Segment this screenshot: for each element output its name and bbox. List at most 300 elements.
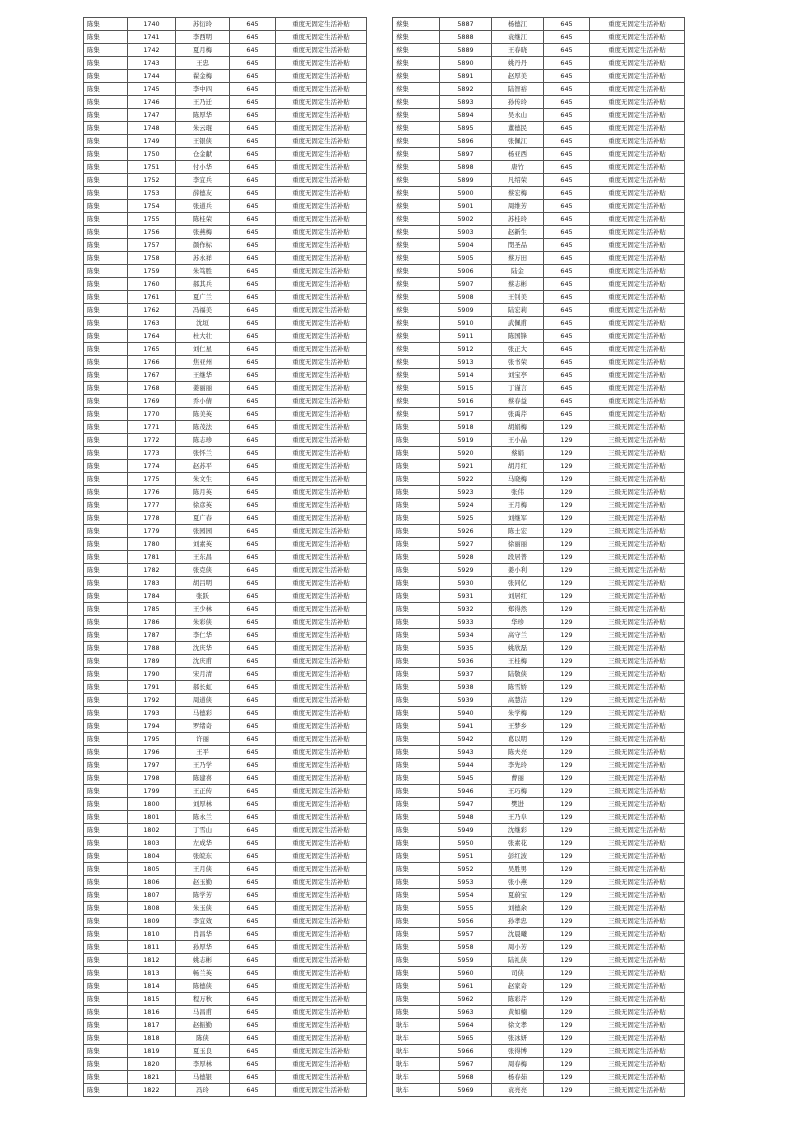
town-cell: 陈集 [84, 148, 128, 161]
table-row [84, 512, 367, 525]
town-cell: 陈集 [84, 772, 128, 785]
name-cell: 王乃阜 [492, 811, 544, 824]
amount-cell: 645 [230, 31, 276, 44]
amount-cell: 645 [230, 57, 276, 70]
amount-cell: 645 [230, 499, 276, 512]
amount-cell: 645 [230, 330, 276, 343]
table-row [393, 330, 685, 343]
amount-cell: 645 [230, 161, 276, 174]
subsidy-type-cell: 重度无固定生活补贴 [276, 824, 367, 837]
town-cell: 陈集 [84, 941, 128, 954]
name-cell: 李中四 [176, 83, 230, 96]
table-row [84, 1032, 367, 1045]
amount-cell: 645 [230, 187, 276, 200]
amount-cell: 645 [544, 356, 590, 369]
id-cell: 1771 [128, 421, 176, 434]
id-cell: 1763 [128, 317, 176, 330]
id-cell: 5914 [440, 369, 492, 382]
subsidy-type-cell: 三级无固定生活补贴 [590, 538, 685, 551]
table-row [393, 226, 685, 239]
id-cell: 1786 [128, 616, 176, 629]
town-cell: 蔡集 [393, 343, 440, 356]
table-row [393, 70, 685, 83]
town-cell: 陈集 [393, 811, 440, 824]
table-row [393, 525, 685, 538]
amount-cell: 645 [544, 304, 590, 317]
table-row [84, 1019, 367, 1032]
subsidy-type-cell: 重度无固定生活补贴 [276, 18, 367, 31]
subsidy-type-cell: 重度无固定生活补贴 [590, 161, 685, 174]
table-row [84, 421, 367, 434]
town-cell: 蔡集 [393, 304, 440, 317]
name-cell: 沈继彩 [492, 824, 544, 837]
id-cell: 1815 [128, 993, 176, 1006]
name-cell: 肖昌华 [176, 928, 230, 941]
id-cell: 5930 [440, 577, 492, 590]
id-cell: 1779 [128, 525, 176, 538]
table-row [393, 265, 685, 278]
name-cell: 陆宏莉 [492, 304, 544, 317]
id-cell: 5927 [440, 538, 492, 551]
id-cell: 5924 [440, 499, 492, 512]
id-cell: 5947 [440, 798, 492, 811]
id-cell: 1747 [128, 109, 176, 122]
town-cell: 陈集 [393, 889, 440, 902]
id-cell: 1759 [128, 265, 176, 278]
id-cell: 1796 [128, 746, 176, 759]
table-row [393, 252, 685, 265]
subsidy-type-cell: 三级无固定生活补贴 [590, 850, 685, 863]
id-cell: 5968 [440, 1071, 492, 1084]
table-row [393, 993, 685, 1006]
subsidy-type-cell: 三级无固定生活补贴 [590, 876, 685, 889]
town-cell: 陈集 [84, 642, 128, 655]
name-cell: 陈彩芹 [492, 993, 544, 1006]
subsidy-type-cell: 三级无固定生活补贴 [590, 616, 685, 629]
town-cell: 陈集 [84, 694, 128, 707]
amount-cell: 645 [544, 408, 590, 421]
id-cell: 1778 [128, 512, 176, 525]
id-cell: 1783 [128, 577, 176, 590]
subsidy-type-cell: 三级无固定生活补贴 [590, 902, 685, 915]
table-row [84, 850, 367, 863]
table-row [84, 317, 367, 330]
name-cell: 吴胜男 [492, 863, 544, 876]
amount-cell: 645 [230, 460, 276, 473]
amount-cell: 129 [544, 434, 590, 447]
table-row [393, 213, 685, 226]
name-cell: 刘仁星 [176, 343, 230, 356]
table-row [84, 1071, 367, 1084]
amount-cell: 645 [230, 200, 276, 213]
subsidy-type-cell: 重度无固定生活补贴 [590, 304, 685, 317]
id-cell: 5931 [440, 590, 492, 603]
town-cell: 陈集 [393, 538, 440, 551]
table-row [393, 590, 685, 603]
name-cell: 丁谨言 [492, 382, 544, 395]
id-cell: 1800 [128, 798, 176, 811]
id-cell: 5910 [440, 317, 492, 330]
name-cell: 凡绍荣 [492, 174, 544, 187]
table-row [393, 57, 685, 70]
town-cell: 陈集 [84, 291, 128, 304]
amount-cell: 645 [230, 304, 276, 317]
town-cell: 陈集 [393, 473, 440, 486]
town-cell: 蔡集 [393, 31, 440, 44]
subsidy-type-cell: 重度无固定生活补贴 [276, 70, 367, 83]
subsidy-type-cell: 重度无固定生活补贴 [276, 525, 367, 538]
id-cell: 1818 [128, 1032, 176, 1045]
id-cell: 5954 [440, 889, 492, 902]
id-cell: 1760 [128, 278, 176, 291]
town-cell: 陈集 [393, 967, 440, 980]
table-row [393, 1058, 685, 1071]
name-cell: 蔡志彬 [492, 278, 544, 291]
amount-cell: 129 [544, 850, 590, 863]
amount-cell: 645 [230, 525, 276, 538]
table-row [393, 31, 685, 44]
subsidy-type-cell: 重度无固定生活补贴 [276, 928, 367, 941]
subsidy-type-cell: 重度无固定生活补贴 [276, 512, 367, 525]
subsidy-type-cell: 重度无固定生活补贴 [590, 70, 685, 83]
subsidy-type-cell: 重度无固定生活补贴 [276, 694, 367, 707]
table-row [393, 174, 685, 187]
name-cell: 罗绪奇 [176, 720, 230, 733]
table-row [393, 629, 685, 642]
subsidy-type-cell: 三级无固定生活补贴 [590, 1084, 685, 1097]
amount-cell: 129 [544, 954, 590, 967]
subsidy-type-cell: 三级无固定生活补贴 [590, 447, 685, 460]
table-row [393, 603, 685, 616]
town-cell: 蔡集 [393, 278, 440, 291]
id-cell: 1750 [128, 148, 176, 161]
amount-cell: 645 [230, 70, 276, 83]
town-cell: 蔡集 [393, 96, 440, 109]
id-cell: 5911 [440, 330, 492, 343]
id-cell: 1753 [128, 187, 176, 200]
name-cell: 朱玉侠 [176, 902, 230, 915]
table-row [84, 96, 367, 109]
id-cell: 1762 [128, 304, 176, 317]
amount-cell: 645 [230, 564, 276, 577]
amount-cell: 129 [544, 447, 590, 460]
table-row [393, 915, 685, 928]
id-cell: 5966 [440, 1045, 492, 1058]
name-cell: 陈永兰 [176, 811, 230, 824]
name-cell: 司侠 [492, 967, 544, 980]
town-cell: 陈集 [84, 382, 128, 395]
town-cell: 陈集 [84, 239, 128, 252]
subsidy-type-cell: 重度无固定生活补贴 [276, 278, 367, 291]
id-cell: 1807 [128, 889, 176, 902]
name-cell: 赵振勤 [176, 1019, 230, 1032]
name-cell: 杨亚西 [492, 148, 544, 161]
town-cell: 陈集 [393, 642, 440, 655]
subsidy-type-cell: 重度无固定生活补贴 [276, 707, 367, 720]
amount-cell: 129 [544, 915, 590, 928]
id-cell: 1761 [128, 291, 176, 304]
name-cell: 陈学芳 [176, 889, 230, 902]
table-row [84, 473, 367, 486]
table-row [84, 811, 367, 824]
amount-cell: 645 [230, 122, 276, 135]
id-cell: 5933 [440, 616, 492, 629]
subsidy-table-left [83, 17, 367, 1097]
town-cell: 蔡集 [393, 187, 440, 200]
amount-cell: 645 [544, 44, 590, 57]
amount-cell: 645 [544, 239, 590, 252]
amount-cell: 645 [230, 538, 276, 551]
name-cell: 许丽 [176, 733, 230, 746]
table-row [393, 447, 685, 460]
amount-cell: 645 [230, 1058, 276, 1071]
name-cell: 陈桂荣 [176, 213, 230, 226]
name-cell: 李宜效 [176, 915, 230, 928]
name-cell: 张道兵 [176, 200, 230, 213]
amount-cell: 129 [544, 1032, 590, 1045]
id-cell: 5895 [440, 122, 492, 135]
amount-cell: 645 [544, 291, 590, 304]
table-row [84, 356, 367, 369]
town-cell: 陈集 [84, 174, 128, 187]
id-cell: 5945 [440, 772, 492, 785]
id-cell: 1752 [128, 174, 176, 187]
table-row [84, 772, 367, 785]
id-cell: 5967 [440, 1058, 492, 1071]
subsidy-type-cell: 三级无固定生活补贴 [590, 785, 685, 798]
name-cell: 李西明 [176, 31, 230, 44]
subsidy-type-cell: 三级无固定生活补贴 [590, 681, 685, 694]
table-row [84, 278, 367, 291]
table-row [393, 83, 685, 96]
subsidy-type-cell: 重度无固定生活补贴 [276, 967, 367, 980]
id-cell: 1755 [128, 213, 176, 226]
name-cell: 马晓梅 [492, 473, 544, 486]
id-cell: 1790 [128, 668, 176, 681]
name-cell: 王春晓 [492, 44, 544, 57]
id-cell: 5944 [440, 759, 492, 772]
table-row [393, 278, 685, 291]
table-row [393, 655, 685, 668]
name-cell: 刘德余 [492, 902, 544, 915]
amount-cell: 645 [230, 83, 276, 96]
id-cell: 1787 [128, 629, 176, 642]
amount-cell: 645 [230, 252, 276, 265]
table-row [393, 486, 685, 499]
id-cell: 1817 [128, 1019, 176, 1032]
amount-cell: 129 [544, 759, 590, 772]
amount-cell: 645 [544, 57, 590, 70]
amount-cell: 645 [230, 772, 276, 785]
id-cell: 1798 [128, 772, 176, 785]
table-row [84, 837, 367, 850]
name-cell: 马昌甫 [176, 1006, 230, 1019]
id-cell: 1765 [128, 343, 176, 356]
town-cell: 陈集 [84, 655, 128, 668]
name-cell: 王东昌 [176, 551, 230, 564]
amount-cell: 645 [230, 668, 276, 681]
town-cell: 陈集 [84, 1084, 128, 1097]
town-cell: 蔡集 [393, 395, 440, 408]
subsidy-type-cell: 三级无固定生活补贴 [590, 707, 685, 720]
name-cell: 王梦乡 [492, 720, 544, 733]
amount-cell: 645 [544, 369, 590, 382]
amount-cell: 645 [544, 96, 590, 109]
town-cell: 陈集 [84, 44, 128, 57]
name-cell: 左成华 [176, 837, 230, 850]
subsidy-type-cell: 重度无固定生活补贴 [276, 57, 367, 70]
town-cell: 陈集 [84, 967, 128, 980]
table-row [84, 655, 367, 668]
table-row [84, 31, 367, 44]
id-cell: 1781 [128, 551, 176, 564]
town-cell: 陈集 [84, 434, 128, 447]
amount-cell: 645 [544, 252, 590, 265]
id-cell: 5916 [440, 395, 492, 408]
table-row [84, 382, 367, 395]
id-cell: 5958 [440, 941, 492, 954]
id-cell: 5902 [440, 213, 492, 226]
subsidy-type-cell: 重度无固定生活补贴 [276, 551, 367, 564]
amount-cell: 129 [544, 824, 590, 837]
subsidy-type-cell: 重度无固定生活补贴 [590, 96, 685, 109]
id-cell: 5909 [440, 304, 492, 317]
table-row [393, 395, 685, 408]
id-cell: 5943 [440, 746, 492, 759]
id-cell: 1782 [128, 564, 176, 577]
amount-cell: 645 [230, 226, 276, 239]
amount-cell: 645 [230, 1019, 276, 1032]
name-cell: 李先玲 [492, 759, 544, 772]
id-cell: 1742 [128, 44, 176, 57]
town-cell: 陈集 [84, 122, 128, 135]
table-row [84, 798, 367, 811]
name-cell: 沈庆甫 [176, 655, 230, 668]
amount-cell: 645 [544, 187, 590, 200]
subsidy-type-cell: 重度无固定生活补贴 [590, 369, 685, 382]
subsidy-type-cell: 三级无固定生活补贴 [590, 460, 685, 473]
name-cell: 徐彦英 [176, 499, 230, 512]
name-cell: 朱笃胜 [176, 265, 230, 278]
amount-cell: 645 [230, 265, 276, 278]
town-cell: 陈集 [84, 1032, 128, 1045]
amount-cell: 129 [544, 876, 590, 889]
amount-cell: 129 [544, 1071, 590, 1084]
table-row [84, 304, 367, 317]
amount-cell: 129 [544, 980, 590, 993]
id-cell: 1777 [128, 499, 176, 512]
table-row [393, 1084, 685, 1097]
amount-cell: 645 [230, 1032, 276, 1045]
town-cell: 陈集 [393, 902, 440, 915]
id-cell: 1743 [128, 57, 176, 70]
amount-cell: 645 [544, 317, 590, 330]
id-cell: 1757 [128, 239, 176, 252]
name-cell: 张正大 [492, 343, 544, 356]
amount-cell: 129 [544, 1019, 590, 1032]
town-cell: 蔡集 [393, 356, 440, 369]
town-cell: 陈集 [393, 551, 440, 564]
town-cell: 陈集 [84, 759, 128, 772]
town-cell: 陈集 [84, 356, 128, 369]
id-cell: 5934 [440, 629, 492, 642]
subsidy-type-cell: 三级无固定生活补贴 [590, 1019, 685, 1032]
subsidy-type-cell: 重度无固定生活补贴 [276, 304, 367, 317]
town-cell: 陈集 [84, 304, 128, 317]
id-cell: 1813 [128, 967, 176, 980]
town-cell: 陈集 [84, 70, 128, 83]
table-row [84, 746, 367, 759]
name-cell: 陈士宏 [492, 525, 544, 538]
amount-cell: 645 [544, 395, 590, 408]
subsidy-type-cell: 三级无固定生活补贴 [590, 1058, 685, 1071]
id-cell: 5961 [440, 980, 492, 993]
id-cell: 5959 [440, 954, 492, 967]
id-cell: 5890 [440, 57, 492, 70]
id-cell: 5899 [440, 174, 492, 187]
town-cell: 陈集 [84, 681, 128, 694]
amount-cell: 645 [230, 44, 276, 57]
amount-cell: 129 [544, 486, 590, 499]
town-cell: 陈集 [84, 252, 128, 265]
amount-cell: 645 [230, 733, 276, 746]
subsidy-type-cell: 重度无固定生活补贴 [590, 252, 685, 265]
table-row [393, 460, 685, 473]
amount-cell: 645 [544, 278, 590, 291]
name-cell: 冯福美 [176, 304, 230, 317]
amount-cell: 129 [544, 460, 590, 473]
name-cell: 张园园 [176, 525, 230, 538]
id-cell: 5936 [440, 655, 492, 668]
name-cell: 蔡宏梅 [492, 187, 544, 200]
table-row [84, 824, 367, 837]
id-cell: 5955 [440, 902, 492, 915]
subsidy-type-cell: 重度无固定生活补贴 [590, 317, 685, 330]
id-cell: 5950 [440, 837, 492, 850]
name-cell: 张小燕 [492, 876, 544, 889]
name-cell: 李仁华 [176, 629, 230, 642]
amount-cell: 129 [544, 616, 590, 629]
table-row [393, 811, 685, 824]
subsidy-type-cell: 重度无固定生活补贴 [276, 1071, 367, 1084]
table-row [393, 473, 685, 486]
subsidy-type-cell: 重度无固定生活补贴 [276, 200, 367, 213]
town-cell: 陈集 [84, 31, 128, 44]
subsidy-type-cell: 重度无固定生活补贴 [276, 226, 367, 239]
town-cell: 陈集 [84, 421, 128, 434]
town-cell: 陈集 [84, 317, 128, 330]
name-cell: 赵苏平 [176, 460, 230, 473]
name-cell: 杨德江 [492, 18, 544, 31]
id-cell: 1810 [128, 928, 176, 941]
town-cell: 陈集 [393, 915, 440, 928]
table-row [84, 681, 367, 694]
amount-cell: 129 [544, 473, 590, 486]
town-cell: 陈集 [84, 915, 128, 928]
town-cell: 陈集 [84, 811, 128, 824]
town-cell: 陈集 [393, 434, 440, 447]
id-cell: 5956 [440, 915, 492, 928]
name-cell: 王乃迁 [176, 96, 230, 109]
name-cell: 郝长虹 [176, 681, 230, 694]
subsidy-type-cell: 重度无固定生活补贴 [276, 915, 367, 928]
table-row [393, 291, 685, 304]
subsidy-type-cell: 重度无固定生活补贴 [276, 369, 367, 382]
name-cell: 姚欣磊 [492, 642, 544, 655]
table-row [84, 889, 367, 902]
town-cell: 蔡集 [393, 174, 440, 187]
town-cell: 陈集 [393, 564, 440, 577]
